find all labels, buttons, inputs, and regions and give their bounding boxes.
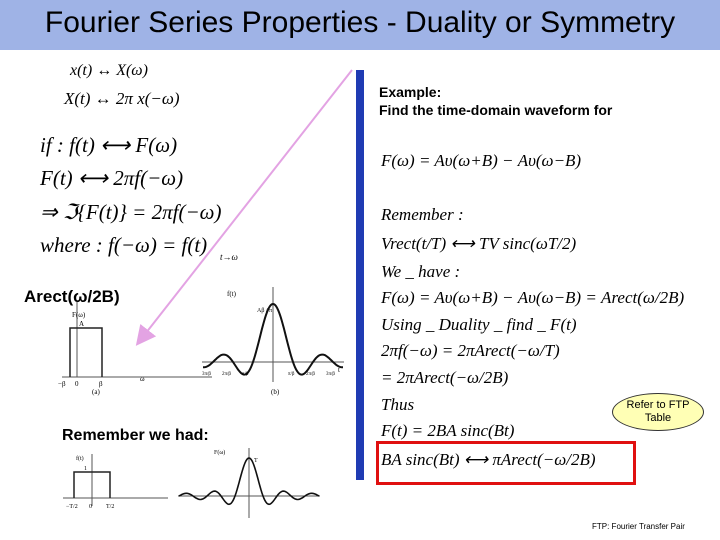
- tick-zero: 0: [75, 380, 79, 388]
- eq-boxed: BA sinc(Bt) ⟷ πArect(−ω/2B): [381, 450, 596, 469]
- tick-4: π/β: [288, 372, 295, 377]
- remember-text: Remember :: [381, 205, 464, 224]
- tick-1: 3π/β: [202, 372, 211, 377]
- footer-note: FTP: Fourier Transfer Pair: [592, 522, 685, 531]
- pair-1: x(t) ↔ X(ω): [70, 62, 148, 79]
- eq-dual-1: 2πf(−ω) = 2πArect(−ω/T): [381, 341, 560, 360]
- example-heading: Example:: [379, 84, 442, 100]
- pointer-arrow: [130, 60, 360, 350]
- sinc-freq-plot: [178, 448, 320, 518]
- divider: [356, 70, 364, 480]
- tick-2: 2π/β: [222, 372, 231, 377]
- duality-line: F(t) ⟷ 2πf(−ω): [40, 166, 184, 190]
- tick-6: 3π/β: [326, 372, 335, 377]
- f2-tick-zero: 0: [89, 504, 92, 510]
- right-xlabel: t: [338, 366, 340, 374]
- tick-neg-beta: −β: [58, 380, 66, 388]
- f2-right-ylabel: F(ω): [214, 450, 226, 456]
- tick-3: π/β: [242, 372, 249, 377]
- slide-title: Fourier Series Properties - Duality or Symmetry: [44, 6, 676, 39]
- using-duality-text: Using _ Duality _ find _ F(t): [381, 315, 577, 334]
- callout-line-2: Table: [644, 412, 672, 424]
- pair-2: X(t) ↔ 2π x(−ω): [64, 89, 180, 108]
- callout-line-1: Refer to FTP: [626, 399, 690, 411]
- left-amp: A: [79, 320, 85, 328]
- we-have-text: We _ have :: [381, 262, 461, 281]
- f2-left-ylabel: f(t): [76, 456, 84, 462]
- f2-right-peak: T: [254, 458, 258, 464]
- f2-tick-neg: −T/2: [66, 504, 78, 510]
- tick-5: 2π/β: [306, 372, 315, 377]
- example-text: Find the time-domain waveform for: [379, 102, 613, 118]
- f2-tick-pos: T/2: [106, 504, 115, 510]
- eq-result: F(t) = 2BA sinc(Bt): [381, 421, 515, 440]
- rect-pulse: [70, 328, 102, 377]
- f2-left-amp: 1: [84, 466, 87, 472]
- left-xlabel: ω: [140, 375, 145, 383]
- tick-beta: β: [99, 380, 103, 388]
- ftp-callout: [612, 393, 704, 431]
- transform-line: ⇒ ℑ{F(t)} = 2πf(−ω): [40, 200, 222, 224]
- where-subscript: t→ω: [220, 252, 238, 262]
- caption-b: (b): [271, 388, 280, 396]
- remember-label: Remember we had:: [62, 427, 209, 444]
- caption-a: (a): [92, 388, 100, 396]
- if-line: if : f(t) ⟷ F(ω): [40, 133, 178, 157]
- right-ylabel: f(t): [227, 290, 236, 298]
- eq-f-omega: F(ω) = Aυ(ω+B) − Aυ(ω−B): [381, 151, 582, 170]
- right-peak: Aβ / π: [257, 308, 273, 314]
- eq-vrect: Vrect(t/T) ⟷ TV sinc(ωT/2): [381, 234, 577, 253]
- eq-dual-2: = 2πArect(−ω/2B): [381, 368, 509, 387]
- figure-rect-time: [58, 446, 328, 522]
- eq-have: F(ω) = Aυ(ω+B) − Aυ(ω−B) = Arect(ω/2B): [381, 288, 685, 307]
- rect-time-plot: [63, 454, 168, 510]
- left-ylabel: F(ω): [72, 311, 86, 319]
- thus-text: Thus: [381, 395, 415, 414]
- arect-label: Arect(ω/2B): [24, 287, 120, 306]
- where-line: where : f(−ω) = f(t): [40, 233, 208, 257]
